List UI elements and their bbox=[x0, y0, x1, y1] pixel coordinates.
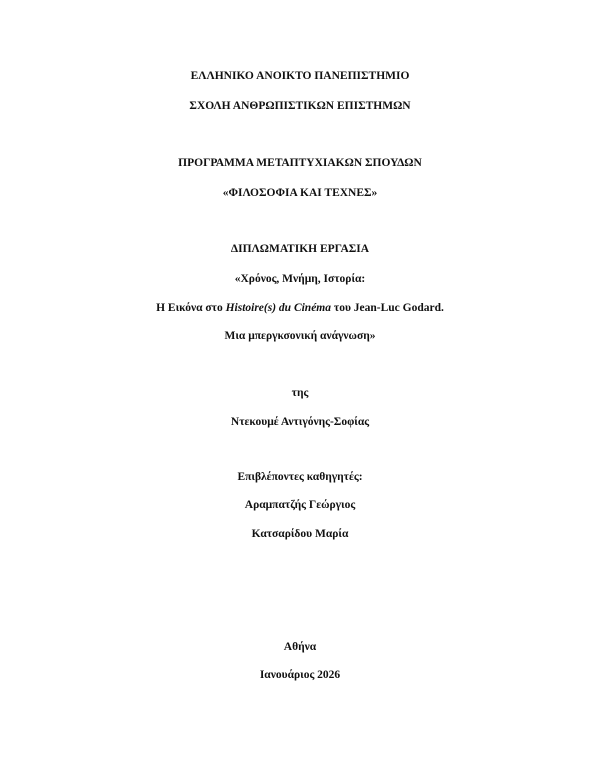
date: Ιανουάριος 2026 bbox=[259, 669, 341, 681]
thesis-title-work: Histoire(s) du Cinéma bbox=[225, 302, 332, 314]
thesis-title-line-2 bbox=[0, 301, 600, 315]
program-title: «ΦΙΛΟΣΟΦΙΑ ΚΑΙ ΤΕΧΝΕΣ» bbox=[222, 187, 378, 199]
author-prefix: της bbox=[291, 387, 309, 399]
university-name: ΕΛΛΗΝΙΚΟ ΑΝΟΙΚΤΟ ΠΑΝΕΠΙΣΤΗΜΙΟ bbox=[190, 70, 410, 82]
supervisors-label: Επιβλέποντες καθηγητές: bbox=[237, 471, 363, 483]
city: Αθήνα bbox=[283, 641, 317, 653]
thesis-title-line-1: «Χρόνος, Μνήμη, Ιστορία: bbox=[234, 273, 366, 285]
program-name: ΠΡΟΓΡΑΜΜΑ ΜΕΤΑΠΤΥΧΙΑΚΩΝ ΣΠΟΥΔΩΝ bbox=[178, 157, 422, 169]
school-name: ΣΧΟΛΗ ΑΝΘΡΩΠΙΣΤΙΚΩΝ ΕΠΙΣΤΗΜΩΝ bbox=[189, 100, 411, 112]
supervisor-1: Αραμπατζής Γεώργιος bbox=[244, 499, 356, 511]
thesis-title-line-2-pre: Η Εικόνα στο bbox=[156, 302, 226, 314]
author-name: Ντεκουμέ Αντιγόνης-Σοφίας bbox=[230, 416, 370, 428]
thesis-title-line-3: Μια μπεργκσονική ανάγνωση» bbox=[224, 330, 376, 342]
thesis-title-line-2-post: του Jean-Luc Godard. bbox=[331, 302, 444, 314]
supervisor-2: Κατσαρίδου Μαρία bbox=[251, 528, 349, 540]
thesis-type: ΔΙΠΛΩΜΑΤΙΚΗ ΕΡΓΑΣΙΑ bbox=[230, 243, 370, 255]
